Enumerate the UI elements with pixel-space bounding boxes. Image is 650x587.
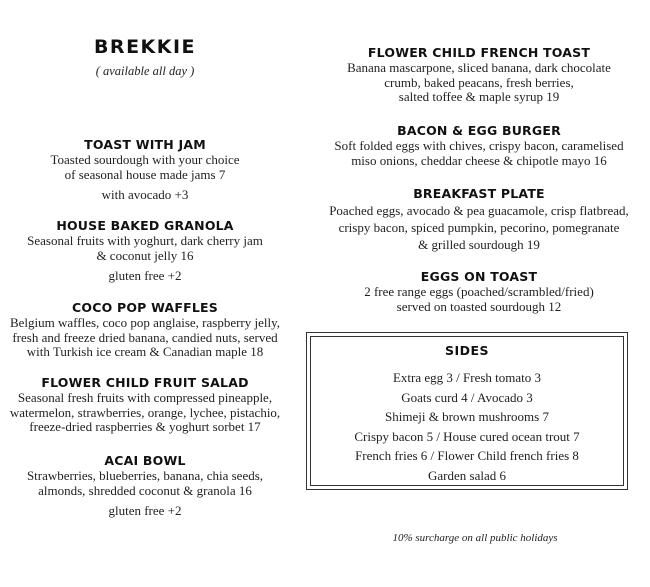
- desc-line: with Turkish ice cream & Canadian maple 18: [26, 344, 264, 360]
- item-description: [318, 61, 640, 105]
- desc-line: 2 free range eggs (poached/scrambled/fried): [364, 284, 594, 299]
- sides-list: [307, 368, 627, 485]
- menu-item-flower-child-french-toast: [318, 44, 640, 105]
- desc-line: crispy bacon, spiced pumpkin, pecorino, pomegranate: [338, 220, 620, 235]
- desc-line: & grilled sourdough 19: [418, 237, 540, 252]
- item-name: HOUSE BAKED GRANOLA: [56, 218, 234, 233]
- item-description: [318, 202, 640, 253]
- desc-line: Strawberries, blueberries, banana, chia seeds,: [26, 468, 264, 483]
- item-description: [318, 285, 640, 314]
- menu-item-coco-pop-waffles: [0, 299, 290, 360]
- desc-line: Poached eggs, avocado & pea guacamole, crisp flatbread,: [329, 203, 629, 218]
- item-name: COCO POP WAFFLES: [72, 300, 218, 315]
- sides-box: [306, 332, 628, 490]
- sides-line: Garden salad 6: [428, 467, 506, 483]
- desc-line: crumb, baked peacans, fresh berries,: [384, 74, 574, 90]
- sides-line: Extra egg 3 / Fresh tomato 3: [392, 370, 542, 385]
- menu-item-toast-with-jam: [0, 136, 290, 202]
- menu-title: BREKKIE: [93, 36, 197, 58]
- sides-line: French fries 6 / Flower Child french fries 8: [355, 448, 579, 463]
- item-description: [0, 469, 290, 498]
- item-description: [0, 391, 290, 435]
- item-extra: with avocado +3: [101, 187, 189, 203]
- desc-line: fresh and freeze dried banana, candied nuts, served: [12, 329, 278, 345]
- item-name: BACON & EGG BURGER: [397, 123, 561, 138]
- menu-item-breakfast-plate: [318, 185, 640, 253]
- sides-title: SIDES: [444, 343, 490, 358]
- desc-line: salted toffee & maple syrup 19: [398, 89, 560, 105]
- item-name: ACAI BOWL: [104, 453, 186, 468]
- menu-subtitle: ( available all day ): [95, 64, 195, 78]
- desc-line: Seasonal fresh fruits with compressed pineapple,: [17, 390, 273, 405]
- item-name: FLOWER CHILD FRUIT SALAD: [41, 375, 249, 390]
- desc-line: watermelon, strawberries, orange, lychee, pistachio,: [9, 404, 281, 420]
- item-name: EGGS ON TOAST: [420, 269, 538, 284]
- menu-item-flower-child-fruit-salad: [0, 374, 290, 435]
- desc-line: freeze-dried raspberries & yoghurt sorbet 17: [29, 419, 261, 435]
- item-description: [0, 234, 290, 263]
- item-description: [0, 153, 290, 182]
- item-name: TOAST WITH JAM: [84, 137, 206, 152]
- item-description: [318, 139, 640, 168]
- surcharge-note: 10% surcharge on all public holidays: [392, 532, 558, 544]
- desc-line: Seasonal fruits with yoghurt, dark cherry jam: [27, 233, 263, 248]
- desc-line: Soft folded eggs with chives, crispy bacon, caramelised: [334, 138, 624, 153]
- sides-line: Crispy bacon 5 / House cured ocean trout 7: [354, 428, 580, 444]
- item-name: FLOWER CHILD FRENCH TOAST: [367, 45, 591, 60]
- menu-item-bacon-egg-burger: [318, 122, 640, 168]
- desc-line: Toasted sourdough with your choice: [50, 152, 240, 167]
- sides-line: Shimeji & brown mushrooms 7: [385, 409, 549, 424]
- desc-line: served on toasted sourdough 12: [396, 298, 562, 314]
- desc-line: & coconut jelly 16: [96, 247, 194, 263]
- menu-item-house-baked-granola: [0, 217, 290, 283]
- desc-line: almonds, shredded coconut & granola 16: [38, 482, 252, 498]
- item-extra: gluten free +2: [108, 503, 182, 519]
- item-name: BREAKFAST PLATE: [413, 186, 545, 201]
- item-extra: gluten free +2: [108, 268, 182, 284]
- menu-item-eggs-on-toast: [318, 268, 640, 314]
- desc-line: of seasonal house made jams 7: [64, 166, 226, 182]
- desc-line: Banana mascarpone, sliced banana, dark chocolate: [347, 60, 611, 75]
- desc-line: Belgium waffles, coco pop anglaise, raspberry jelly,: [9, 315, 281, 330]
- sides-line: Goats curd 4 / Avocado 3: [401, 389, 533, 405]
- item-description: [0, 316, 290, 360]
- menu-item-acai-bowl: [0, 452, 290, 518]
- desc-line: miso onions, cheddar cheese & chipotle mayo 16: [351, 152, 607, 168]
